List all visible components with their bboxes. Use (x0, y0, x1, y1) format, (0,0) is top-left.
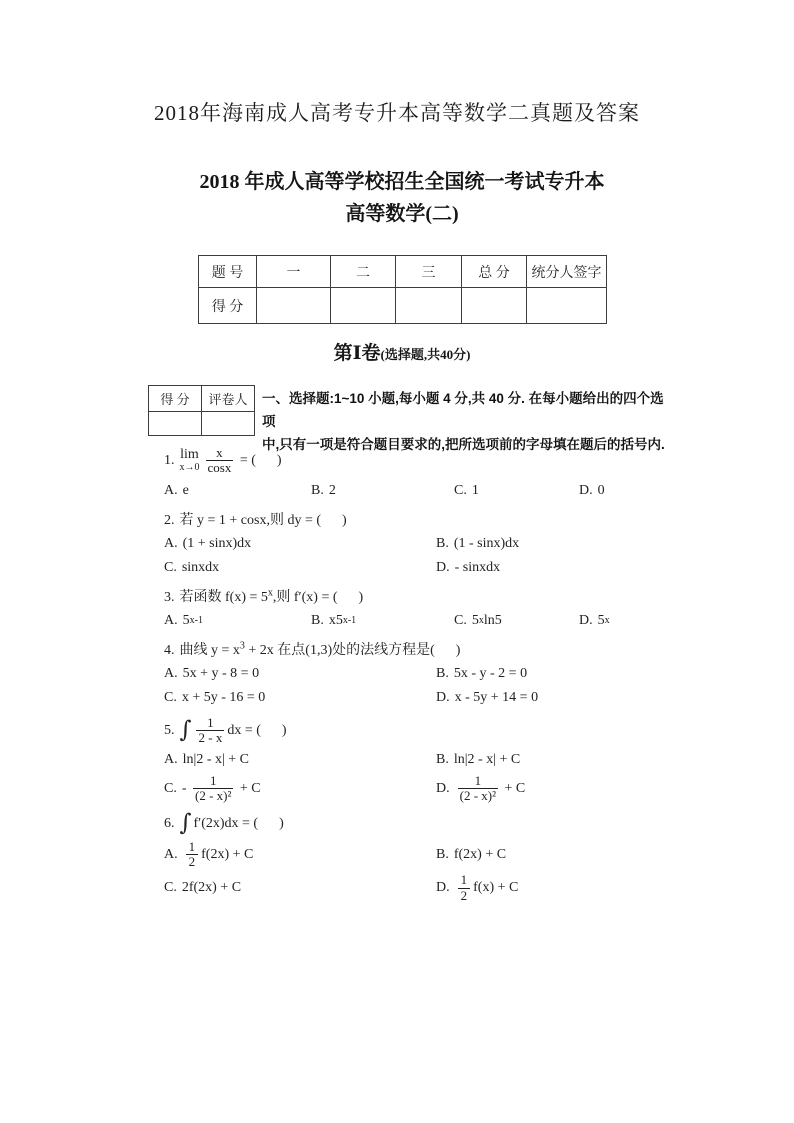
math-text: = ( ) (236, 453, 282, 469)
option-label: D. (436, 689, 450, 705)
option-item (164, 534, 436, 554)
question-formula (179, 445, 282, 476)
grader-box-header-row (149, 386, 255, 412)
option-formula: x5 x-1 (328, 612, 357, 628)
option-item (579, 481, 666, 501)
math-text: x5 (328, 612, 343, 628)
fraction-numerator: 1 (186, 840, 199, 855)
question-prompt (164, 716, 666, 746)
option-item (436, 534, 666, 554)
math-text: sinxdx (181, 559, 220, 575)
score-table-header-cell: 二 (331, 256, 396, 288)
question-prompt (164, 446, 666, 476)
math-text: f(2x) + C (453, 846, 507, 862)
page-title: 2018年海南成人高考专升本高等数学二真题及答案 (154, 101, 640, 125)
fraction (193, 774, 233, 804)
math-text: 5x + y - 8 = 0 (182, 665, 260, 681)
question-item (164, 809, 666, 907)
option-formula (182, 690, 265, 706)
question-item (164, 446, 666, 505)
option-formula (472, 483, 479, 499)
limit (180, 448, 200, 473)
math-text: 1 (471, 482, 479, 498)
question-options (164, 840, 666, 907)
math-text: dx = ( ) (227, 722, 287, 738)
option-formula: 5 x-1 (182, 612, 203, 628)
option-label: A. (164, 752, 178, 768)
score-table-header-row (199, 256, 607, 288)
fraction (458, 774, 498, 804)
option-item (164, 774, 436, 804)
option-label: D. (436, 880, 450, 896)
integral-sign: ∫ (179, 809, 192, 836)
math-text: 5x - y - 2 = 0 (453, 665, 528, 681)
fraction-numerator: 1 (196, 716, 224, 731)
math-text: ln5 (483, 612, 502, 628)
fraction-denominator: cosx (207, 460, 232, 476)
math-text: - (181, 780, 191, 796)
math-text: 若 y = 1 + cosx,则 dy = ( ) (179, 512, 347, 528)
score-table-empty-cell (527, 288, 607, 324)
option-item (436, 664, 666, 684)
math-text: ln|2 - x| + C (453, 752, 521, 768)
option-label: B. (436, 846, 449, 862)
grader-box-empty-row (149, 412, 255, 436)
option-item (436, 558, 666, 578)
fraction-numerator: 1 (193, 774, 233, 789)
score-table-score-row (199, 288, 607, 324)
option-formula (183, 483, 189, 499)
question-formula (179, 714, 287, 745)
option-label: D. (436, 559, 450, 575)
option-item (311, 481, 454, 501)
option-formula (183, 666, 259, 682)
option-item (436, 774, 666, 804)
fraction-denominator: (2 - x)² (195, 788, 232, 804)
option-item (164, 840, 436, 870)
question-number: 1. (164, 453, 175, 469)
option-item (454, 611, 579, 631)
option-item (311, 611, 454, 631)
score-table-empty-cell (257, 288, 331, 324)
question-formula (179, 809, 284, 836)
option-formula (454, 847, 506, 863)
option-formula: 5 x (597, 612, 610, 628)
fraction-numerator: 1 (458, 774, 498, 789)
option-label: A. (164, 482, 178, 498)
option-label: C. (164, 880, 177, 896)
option-label: C. (164, 689, 177, 705)
option-item (164, 481, 311, 501)
question-formula (180, 513, 347, 528)
fraction (458, 873, 471, 903)
question-item (164, 639, 666, 712)
question-options (164, 664, 666, 712)
question-prompt (164, 639, 666, 659)
limit-operator: lim (180, 447, 199, 463)
math-text: 5 (597, 612, 605, 628)
option-formula (454, 666, 527, 682)
section-title-main: 第Ⅰ卷 (333, 343, 381, 364)
option-label: C. (164, 780, 177, 796)
option-label: D. (579, 612, 593, 628)
option-label: B. (436, 535, 449, 551)
grader-box-grader-label: 评卷人 (202, 386, 255, 412)
option-formula (455, 873, 519, 903)
exam-heading-line2: 高等数学(二) (345, 203, 459, 225)
option-formula (182, 880, 241, 896)
question-item (164, 509, 666, 582)
score-table (198, 255, 607, 324)
question-options (164, 611, 666, 635)
math-text: f(2x) + C (201, 846, 254, 862)
question-options (164, 481, 666, 505)
option-item (579, 611, 666, 631)
question-formula (179, 586, 364, 605)
math-text: f(x) + C (473, 880, 519, 896)
option-formula (454, 752, 520, 768)
option-formula (455, 560, 501, 576)
score-table-header-cell: 一 (257, 256, 331, 288)
instructions-line2: 中,只有一项是符合题目要求的,把所选项前的字母填在题后的括号内. (262, 437, 665, 452)
math-text: x - 5y + 14 = 0 (454, 689, 539, 705)
option-label: A. (164, 846, 178, 862)
option-label: B. (436, 752, 449, 768)
option-formula (183, 840, 254, 870)
fraction-denominator: 2 (188, 854, 196, 870)
question-number: 5. (164, 722, 175, 738)
grader-box-empty-cell (149, 412, 202, 436)
question-prompt (164, 809, 666, 836)
math-text: e (182, 482, 189, 498)
option-formula (455, 690, 538, 706)
option-formula (183, 536, 252, 552)
math-text: ,则 f′(x) = ( ) (272, 589, 364, 605)
option-label: B. (436, 665, 449, 681)
option-label: C. (454, 482, 467, 498)
option-label: C. (164, 559, 177, 575)
option-item (436, 688, 666, 708)
grader-box-empty-cell (202, 412, 255, 436)
question-options (164, 534, 666, 582)
option-item (436, 840, 666, 870)
question-number: 3. (164, 589, 175, 605)
option-label: A. (164, 665, 178, 681)
math-text: 2f(2x) + C (181, 880, 242, 896)
score-table-row-label: 得 分 (199, 288, 257, 324)
exam-heading (140, 166, 664, 230)
fraction-denominator: (2 - x)² (459, 788, 497, 804)
option-item (164, 611, 311, 631)
math-text: 若函数 f(x) = 5 (179, 589, 268, 605)
option-formula (454, 536, 519, 552)
option-label: D. (579, 482, 593, 498)
option-label: B. (311, 482, 324, 498)
math-text: 2 (328, 482, 336, 498)
math-text: (1 - sinx)dx (453, 535, 520, 551)
option-item (164, 664, 436, 684)
math-text: (1 + sinx)dx (182, 535, 252, 551)
option-formula: 5 x ln5 (471, 612, 502, 628)
question-number: 4. (164, 642, 175, 658)
limit-subscript: x→0 (179, 462, 200, 474)
option-item (164, 558, 436, 578)
fraction (196, 716, 224, 746)
question-item (164, 586, 666, 635)
question-prompt (164, 509, 666, 529)
grader-box-score-label: 得 分 (149, 386, 202, 412)
option-item (454, 481, 579, 501)
fraction-denominator: 2 - x (198, 729, 223, 745)
question-prompt (164, 586, 666, 606)
math-text: 曲线 y = x (179, 642, 240, 658)
question-number: 2. (164, 512, 175, 528)
math-text: + C (236, 780, 261, 796)
option-item (436, 873, 666, 903)
option-label: D. (436, 780, 450, 796)
integral-sign: ∫ (179, 716, 192, 743)
math-text: x + 5y - 16 = 0 (181, 689, 266, 705)
math-text: - sinxdx (454, 559, 501, 575)
scanned-exam-paper (140, 158, 664, 958)
math-text: 5 (182, 612, 190, 628)
option-label: C. (454, 612, 467, 628)
math-superscript: 3 (239, 639, 245, 651)
option-label: B. (311, 612, 324, 628)
fraction-numerator: 1 (458, 873, 471, 888)
math-text: + 2x 在点(1,3)处的法线方程是( ) (244, 642, 461, 658)
fraction-denominator: 2 (460, 887, 468, 903)
option-formula (598, 483, 605, 499)
score-table-empty-cell (396, 288, 462, 324)
questions-list (164, 446, 666, 911)
fraction (206, 446, 234, 476)
option-label: A. (164, 612, 178, 628)
option-formula (182, 774, 261, 804)
score-table-header-cell: 三 (396, 256, 462, 288)
score-table-empty-cell (331, 288, 396, 324)
option-item (164, 750, 436, 770)
option-item (164, 688, 436, 708)
question-number: 6. (164, 815, 175, 831)
instructions-line1: 一、选择题:1~10 小题,每小题 4 分,共 40 分. 在每小题给出的四个选项 (262, 391, 664, 429)
option-label: A. (164, 535, 178, 551)
section-title-subtitle: (选择题,共40分) (380, 347, 471, 362)
math-text: f′(2x)dx = ( ) (193, 815, 284, 831)
option-formula (183, 752, 249, 768)
question-item (164, 716, 666, 808)
option-item (436, 750, 666, 770)
option-formula (455, 774, 526, 804)
option-formula (329, 483, 336, 499)
math-superscript: x (267, 586, 273, 598)
score-table-header-cell: 总 分 (462, 256, 527, 288)
score-table-header-cell: 题 号 (199, 256, 257, 288)
question-formula (179, 639, 461, 658)
section-title (140, 338, 664, 365)
grader-box (148, 385, 255, 436)
score-table-header-cell: 统分人签字 (527, 256, 607, 288)
math-text: 0 (597, 482, 605, 498)
fraction-numerator: x (206, 446, 234, 461)
score-table-empty-cell (462, 288, 527, 324)
fraction (186, 840, 199, 870)
question-options (164, 750, 666, 808)
option-item (164, 873, 436, 903)
exam-heading-line1: 2018 年成人高等学校招生全国统一考试专升本 (199, 171, 605, 193)
math-text: + C (501, 780, 526, 796)
option-formula (182, 560, 219, 576)
math-text: ln|2 - x| + C (182, 752, 250, 768)
math-text: 5 (471, 612, 479, 628)
